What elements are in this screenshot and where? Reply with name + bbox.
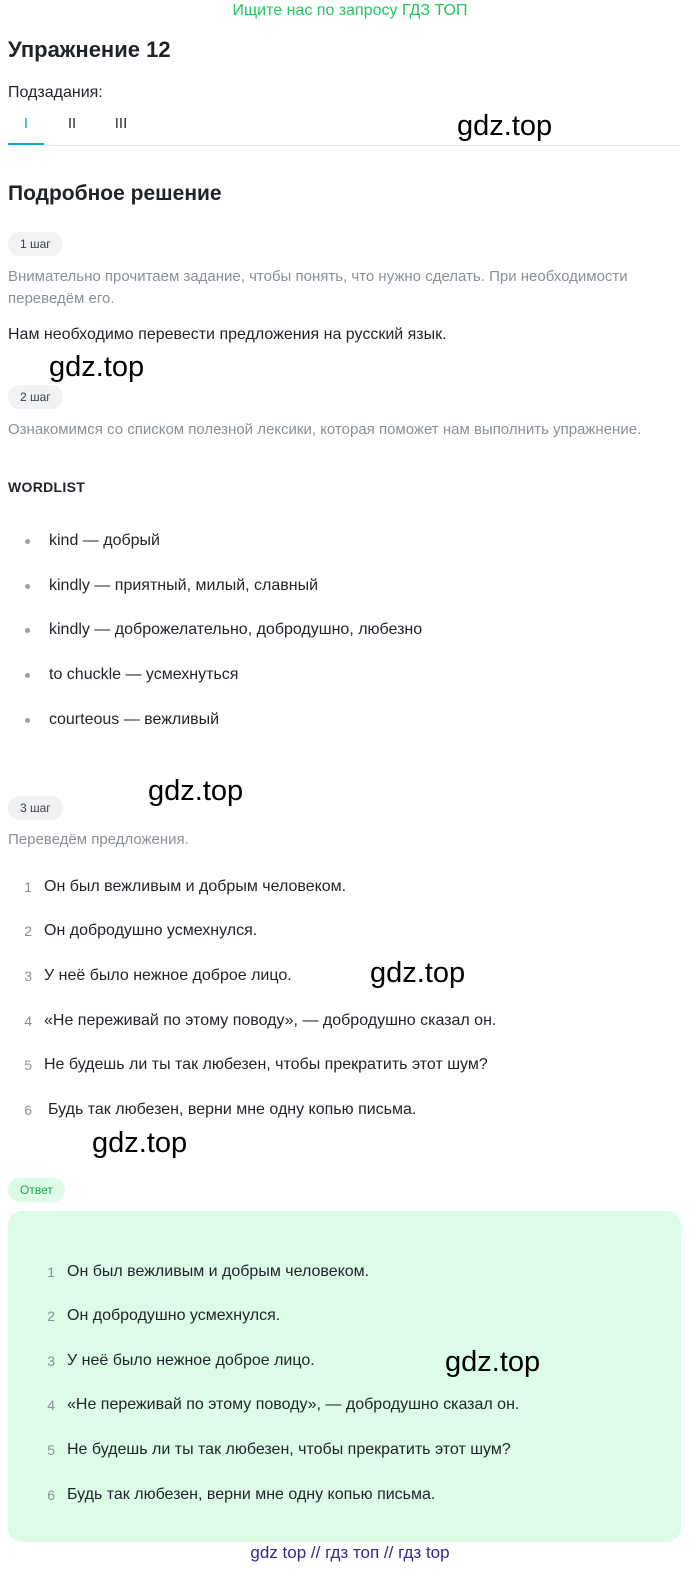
- footer-links[interactable]: gdz top // гдз топ // гдз top: [250, 1543, 450, 1562]
- step-1-badge: 1 шаг: [8, 232, 63, 256]
- watermark: gdz.top: [370, 957, 466, 989]
- step-1-text: Нам необходимо перевести предложения на русский язык.: [8, 326, 447, 343]
- list-item: Он был вежливым и добрым человеком.: [67, 1263, 370, 1280]
- list-item: У неё было нежное доброе лицо.: [44, 967, 292, 984]
- list-item: Не будешь ли ты так любезен, чтобы прекратить этот шум?: [44, 1056, 488, 1073]
- item-number: 2: [24, 923, 32, 939]
- wordlist-title: WORDLIST: [8, 479, 86, 495]
- subtasks-label: Подзадания:: [8, 84, 103, 101]
- list-item: Он был вежливым и добрым человеком.: [44, 878, 347, 895]
- list-item: Он добродушно усмехнулся.: [67, 1307, 281, 1324]
- list-item: to chuckle — усмехнуться: [49, 666, 239, 683]
- tab-subtask-1[interactable]: I: [8, 110, 44, 145]
- bullet-icon: [25, 718, 30, 723]
- item-number: 5: [24, 1057, 32, 1073]
- list-item: Будь так любезен, верни мне одну копью письма.: [67, 1486, 436, 1503]
- list-item: kind — добрый: [49, 532, 160, 549]
- answer-badge: Ответ: [8, 1178, 65, 1202]
- list-item: kindly — доброжелательно, добродушно, любезно: [49, 621, 423, 638]
- list-item: kindly — приятный, милый, славный: [49, 577, 319, 594]
- tab-subtask-3[interactable]: III: [114, 115, 128, 132]
- bullet-icon: [25, 584, 30, 589]
- list-item: Не будешь ли ты так любезен, чтобы прекратить этот шум?: [67, 1441, 511, 1458]
- item-number: 4: [47, 1397, 55, 1413]
- watermark: gdz.top: [49, 351, 145, 383]
- item-number: 6: [24, 1102, 32, 1118]
- step-2-hint: Ознакомимся со списком полезной лексики, которая поможет нам выполнить упражнение.: [8, 421, 642, 438]
- step-1-hint: Внимательно прочитаем задание, чтобы понять, что нужно сделать. При необходимости переведём его.: [8, 268, 628, 307]
- bullet-icon: [25, 628, 30, 633]
- item-number: 6: [47, 1487, 55, 1503]
- page-title: Упражнение 12: [8, 37, 171, 62]
- list-item: Будь так любезен, верни мне одну копью письма.: [48, 1101, 417, 1118]
- item-number: 5: [47, 1442, 55, 1458]
- list-item: Он добродушно усмехнулся.: [44, 922, 258, 939]
- item-number: 3: [24, 968, 32, 984]
- list-item: «Не переживай по этому поводу», — добродушно сказал он.: [44, 1012, 497, 1029]
- step-3-hint: Переведём предложения.: [8, 831, 189, 848]
- tab-subtask-2[interactable]: II: [67, 115, 77, 132]
- list-item: «Не переживай по этому поводу», — добродушно сказал он.: [67, 1396, 520, 1413]
- top-banner: Ищите нас по запросу ГДЗ ТОП: [232, 2, 468, 19]
- step-2-badge: 2 шаг: [8, 385, 63, 409]
- subtask-tabs: [8, 110, 680, 146]
- item-number: 3: [47, 1353, 55, 1369]
- item-number: 2: [47, 1308, 55, 1324]
- item-number: 1: [24, 879, 32, 895]
- section-title: Подробное решение: [8, 182, 222, 205]
- watermark: gdz.top: [92, 1127, 188, 1159]
- watermark: gdz.top: [148, 775, 244, 807]
- list-item: courteous — вежливый: [49, 711, 220, 728]
- step-3-badge: 3 шаг: [8, 796, 63, 820]
- watermark: gdz.top: [445, 1346, 541, 1378]
- item-number: 4: [24, 1013, 32, 1029]
- item-number: 1: [47, 1264, 55, 1280]
- list-item: У неё было нежное доброе лицо.: [67, 1352, 315, 1369]
- bullet-icon: [25, 539, 30, 544]
- watermark: gdz.top: [457, 110, 553, 142]
- bullet-icon: [25, 673, 30, 678]
